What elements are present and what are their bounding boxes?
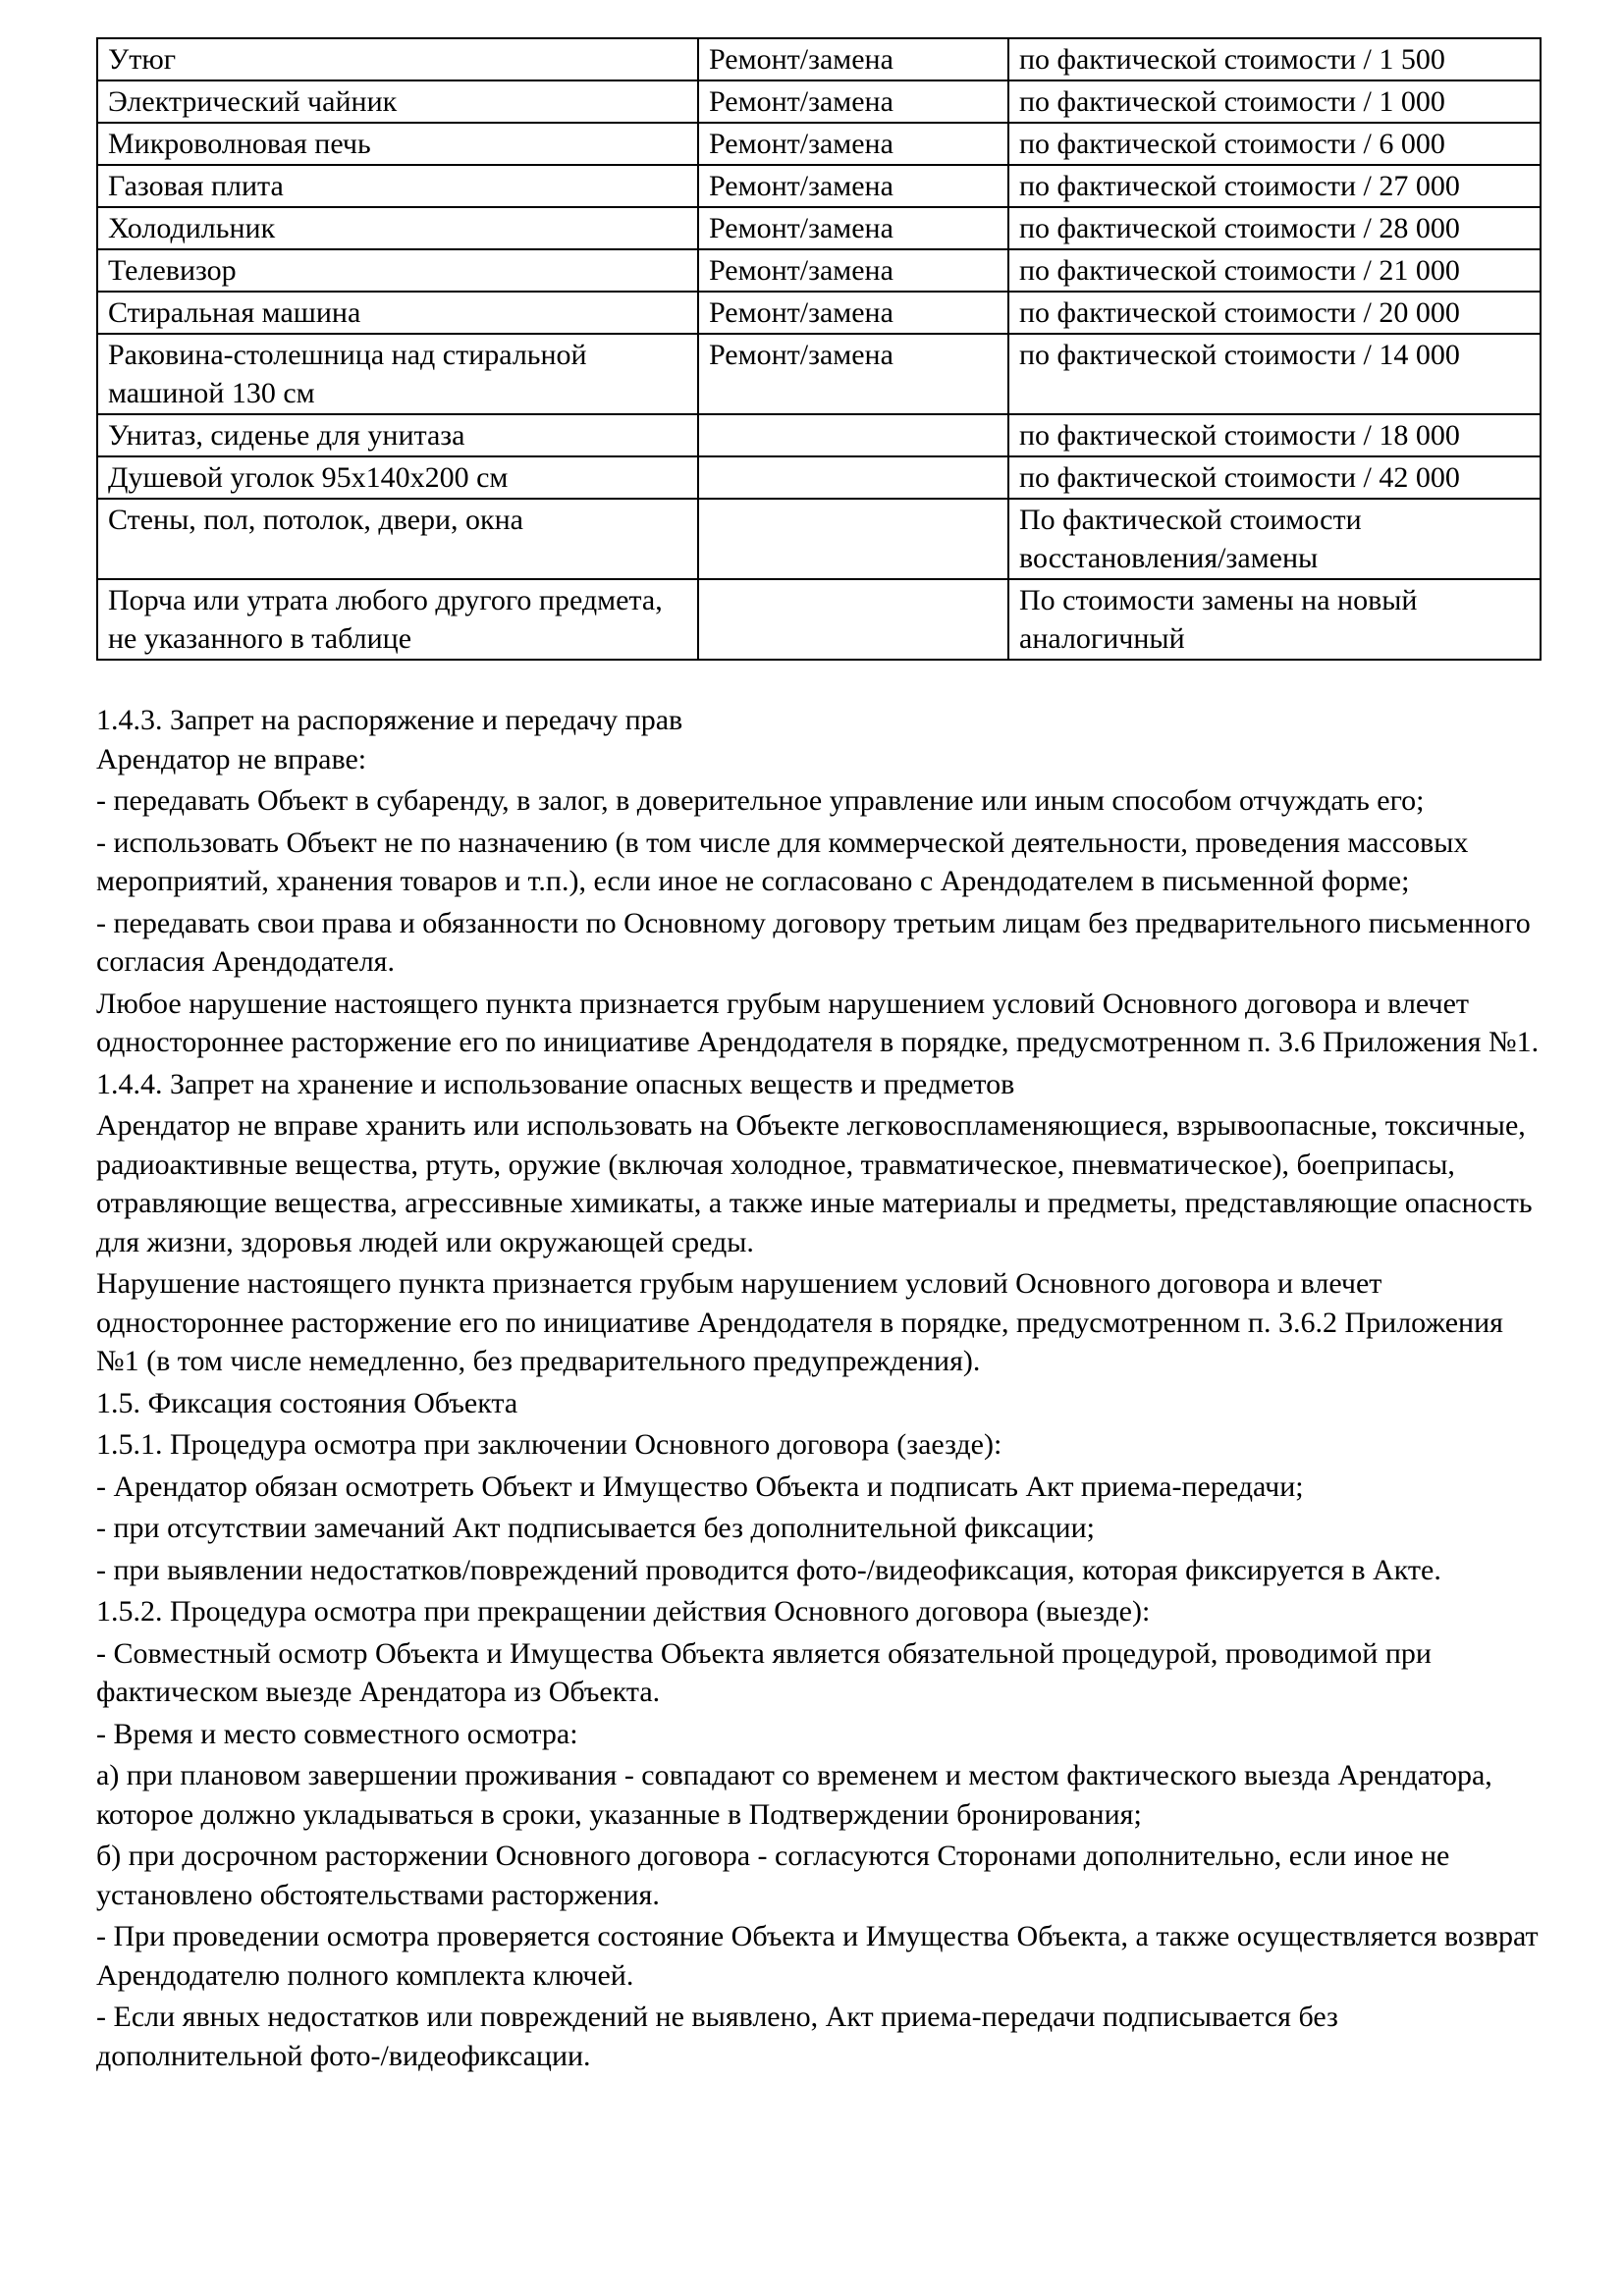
section-heading-1-4-4: 1.4.4. Запрет на хранение и использование опасных веществ и предметов <box>96 1067 1015 1100</box>
table-row <box>97 80 1541 123</box>
damage-cost-table <box>96 37 1542 661</box>
list-item: а) при плановом завершении проживания - совпадают со временем и местом фактического выезда Арендатора, которое должно укладываться в сроки, указанные в Подтверждении бронирования; <box>96 1759 1492 1831</box>
list-item: б) при досрочном расторжении Основного договора - согласуются Сторонами дополнительно, если иное не установлено обстоятельствами расторжения. <box>96 1840 1450 1911</box>
item-cell: Стены, пол, потолок, двери, окна <box>97 499 698 579</box>
list-item: - передавать свои права и обязанности по Основному договору третьим лицам без предварительного письменного согласия Арендодателя. <box>96 906 1531 978</box>
cost-cell: по фактической стоимости / 1 000 <box>1008 80 1541 123</box>
section-heading-1-5-1: 1.5.1. Процедура осмотра при заключении Основного договора (заезде): <box>96 1428 1002 1461</box>
table-row <box>97 38 1541 80</box>
table-row <box>97 123 1541 165</box>
table-row <box>97 292 1541 334</box>
table-row <box>97 414 1541 456</box>
action-cell <box>698 499 1008 579</box>
item-cell: Утюг <box>97 38 698 80</box>
contract-text <box>96 701 1540 2075</box>
action-cell: Ремонт/замена <box>698 165 1008 207</box>
item-cell: Электрический чайник <box>97 80 698 123</box>
cost-cell: по фактической стоимости / 14 000 <box>1008 334 1541 414</box>
list-item: - передавать Объект в субаренду, в залог, в доверительное управление или иным способом отчуждать его; <box>96 784 1425 817</box>
cost-cell: По фактической стоимости восстановления/замены <box>1008 499 1541 579</box>
item-cell: Холодильник <box>97 207 698 249</box>
cost-cell: по фактической стоимости / 21 000 <box>1008 249 1541 292</box>
list-item: - Если явных недостатков или повреждений не выявлено, Акт приема-передачи подписывается без дополнительной фото-/видеофиксации. <box>96 2001 1338 2072</box>
item-cell: Стиральная машина <box>97 292 698 334</box>
paragraph: Нарушение настоящего пункта признается грубым нарушением условий Основного договора и влечет одностороннее расторжение его по инициативе Арендодателя в порядке, предусмотренном п. 3.6.2 Приложения №1 (в том числе немедленно, без предварительного предупреждения). <box>96 1267 1503 1377</box>
action-cell: Ремонт/замена <box>698 80 1008 123</box>
action-cell: Ремонт/замена <box>698 334 1008 414</box>
item-cell: Унитаз, сиденье для унитаза <box>97 414 698 456</box>
action-cell <box>698 456 1008 499</box>
cost-cell: по фактической стоимости / 20 000 <box>1008 292 1541 334</box>
cost-cell: по фактической стоимости / 28 000 <box>1008 207 1541 249</box>
item-cell: Раковина-столешница над стиральной машиной 130 см <box>97 334 698 414</box>
list-item: - при выявлении недостатков/повреждений проводится фото-/видеофиксация, которая фиксируется в Акте. <box>96 1553 1441 1586</box>
action-cell: Ремонт/замена <box>698 207 1008 249</box>
paragraph: Арендатор не вправе: <box>96 742 367 775</box>
table-row <box>97 579 1541 660</box>
document-page <box>96 37 1540 2078</box>
cost-cell: по фактической стоимости / 18 000 <box>1008 414 1541 456</box>
action-cell: Ремонт/замена <box>698 123 1008 165</box>
item-cell: Телевизор <box>97 249 698 292</box>
list-item: - Арендатор обязан осмотреть Объект и Имущество Объекта и подписать Акт приема-передачи; <box>96 1469 1304 1503</box>
paragraph: Арендатор не вправе хранить или использовать на Объекте легковоспламеняющиеся, взрывоопасные, токсичные, радиоактивные вещества, ртуть, оружие (включая холодное, травматическое, пневматическое), боеприпасы, отравляющие вещества, агрессивные химикаты, а также иные материалы и предметы, представляющие опасность для жизни, здоровья людей или окружающей среды. <box>96 1109 1533 1258</box>
list-item: - Совместный осмотр Объекта и Имущества Объекта является обязательной процедурой, проводимой при фактическом выезде Арендатора из Объекта. <box>96 1636 1432 1708</box>
action-cell <box>698 579 1008 660</box>
item-cell: Микроволновая печь <box>97 123 698 165</box>
cost-cell: По стоимости замены на новый аналогичный <box>1008 579 1541 660</box>
action-cell: Ремонт/замена <box>698 38 1008 80</box>
list-item: - использовать Объект не по назначению (в том числе для коммерческой деятельности, проведения массовых мероприятий, хранения товаров и т.п.), если иное не согласовано с Арендодателем в письменной форме; <box>96 826 1469 897</box>
cost-cell: по фактической стоимости / 1 500 <box>1008 38 1541 80</box>
list-item: - Время и место совместного осмотра: <box>96 1717 578 1750</box>
cost-cell: по фактической стоимости / 42 000 <box>1008 456 1541 499</box>
item-cell: Душевой уголок 95х140х200 см <box>97 456 698 499</box>
section-heading-1-4-3: 1.4.3. Запрет на распоряжение и передачу прав <box>96 704 683 736</box>
paragraph: Любое нарушение настоящего пункта признается грубым нарушением условий Основного договора и влечет одностороннее расторжение его по инициативе Арендодателя в порядке, предусмотренном п. 3.6 Приложения №1. <box>96 987 1540 1058</box>
item-cell: Газовая плита <box>97 165 698 207</box>
action-cell: Ремонт/замена <box>698 292 1008 334</box>
table-row <box>97 334 1541 414</box>
section-heading-1-5: 1.5. Фиксация состояния Объекта <box>96 1386 518 1419</box>
table-row <box>97 499 1541 579</box>
item-cell: Порча или утрата любого другого предмета, не указанного в таблице <box>97 579 698 660</box>
table-row <box>97 207 1541 249</box>
cost-cell: по фактической стоимости / 27 000 <box>1008 165 1541 207</box>
action-cell <box>698 414 1008 456</box>
list-item: - при отсутствии замечаний Акт подписывается без дополнительной фиксации; <box>96 1512 1095 1544</box>
action-cell: Ремонт/замена <box>698 249 1008 292</box>
table-row <box>97 456 1541 499</box>
cost-cell: по фактической стоимости / 6 000 <box>1008 123 1541 165</box>
list-item: - При проведении осмотра проверяется состояние Объекта и Имущества Объекта, а также осуществляется возврат Арендодателю полного комплекта ключей. <box>96 1920 1539 1992</box>
section-heading-1-5-2: 1.5.2. Процедура осмотра при прекращении действия Основного договора (выезде): <box>96 1595 1151 1628</box>
table-row <box>97 249 1541 292</box>
table-row <box>97 165 1541 207</box>
